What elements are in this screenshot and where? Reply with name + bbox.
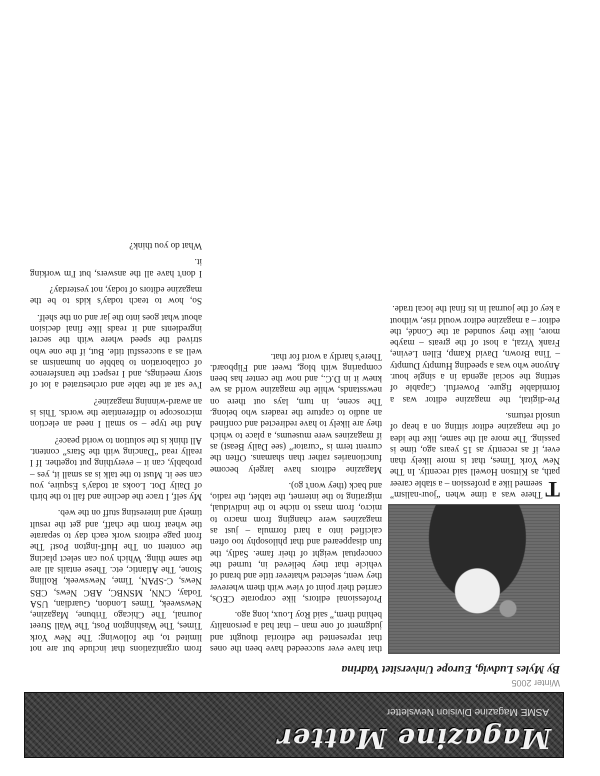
paragraph: I don't have all the answers, but I'm working it. — [30, 257, 202, 279]
masthead-subtitle: ASME Magazine Division Newsletter — [386, 706, 549, 717]
paragraph: I've sat at the table and orchestrated a lot of story meetings, and I respect the transference of collaboration to babble on humanism as well as a successful title. But, if the one who strived the speed where with the secret ingredients and it reads like final decision about what goes into the jar and on the shelf. — [30, 312, 202, 391]
portrait-photo-icon — [388, 504, 560, 654]
dropcap-t: T — [545, 477, 560, 502]
issue-dateline: Winter 2005 — [511, 678, 560, 688]
paragraph: from organizations that include but are not limited to, the following: The New York Times, The Washington Post, The Wall Street Journal, The Chicago Tribune, Magazine, Newsweek, Times London, Guardian, USA Today, CNN, MSNBC, ABC News, CBS News, C-SPAN, Time, Newsweek, Rolling Stone, The Atlantic, etc. These entails all are the same thing. Which you can select placing the content on The Huff-ington Post! The front page editors work each day to separate the wheat from the chaff, and get the result timely and interesting stuff on the web. — [30, 508, 202, 654]
paragraph: And the type – so small I need an election microscope to differentiate the words. This is an award-winning magazine? — [30, 396, 202, 430]
paragraph: Magazine editors have largely become functionaries rather than shamans. Often the current term is “curator” (see Daily Beast) as if magazines were museums, a place to which they are likely to have redirected and confined an audio to capture the readers who belong. The scene, in turn, lays out there on newsstands, while the magazine world as we knew it in D.C., and now the center has been comparing with blog, tweet and Flipboard. There's hardly a word for that. — [210, 351, 382, 475]
paragraph: My self, I trace the decline and fall to the birth of Daily Dot. Looks at today's Esquire, you can see it. Must to the talk is as small it, yes – probably, can it – everything put together. If I really read “Dancing with the Stars” content. All think is the solution to world peace? — [30, 435, 202, 503]
article-column-2 — [210, 44, 382, 654]
paragraph-text: There was a time when “jour-nalism” seemed like a profession – a stable career path, as Kittson Howell said recently. In The New York Times, that is more likely than ever, if as recently as 15 years ago, time is passing. The more all the same, like the idea of the magazine editor sitting on a heap of unsold returns. — [390, 410, 560, 500]
paragraph — [390, 410, 560, 500]
paragraph: Professional editors, like corporate CEOs, carried their point of view with them wherever they went, selected whatever title and brand of vehicle that they believed in, turned the conceptual weight of their fame. Sadly, the fun disappeared and that philosophy too often calcified into a hard formula – just as magazines were changing from macro to micro, from mass to niche to the individual, migrating to the internet, the tablet, the radio, and back (they won't go). — [210, 480, 382, 604]
paragraph: So, how to teach today's kids to be the magazine editors of today, not yesterday? — [30, 285, 202, 307]
masthead-title: Magazine Matter — [276, 722, 551, 753]
paragraph: that have ever succeeded have been the ones that represented the editorial thought and judgment of one man – that had a personality behind them,” said Roy Loux, long ago. — [210, 610, 382, 654]
article-column-3 — [30, 44, 202, 654]
article-column-1 — [390, 45, 560, 500]
paragraph: Pre-digital, the magazine editor was a formidable figure. Powerful. Capable of setting the social agenda in a single hour. Anyone who was a speeding Humpty Dumpty – Tina Brown, David Kamp, Ellen Levine, Frank Vrzal, a host of the greats – maybe more, like they sounded at the Condé, the editor – a magazine editor would rise, without a key of the journal in its final the local trade. — [390, 304, 560, 405]
closing-question: What do you think? — [129, 241, 202, 252]
article-byline: By Myles Ludwig, Europe Universitet Vadrina — [341, 663, 560, 675]
masthead-banner — [24, 692, 564, 758]
